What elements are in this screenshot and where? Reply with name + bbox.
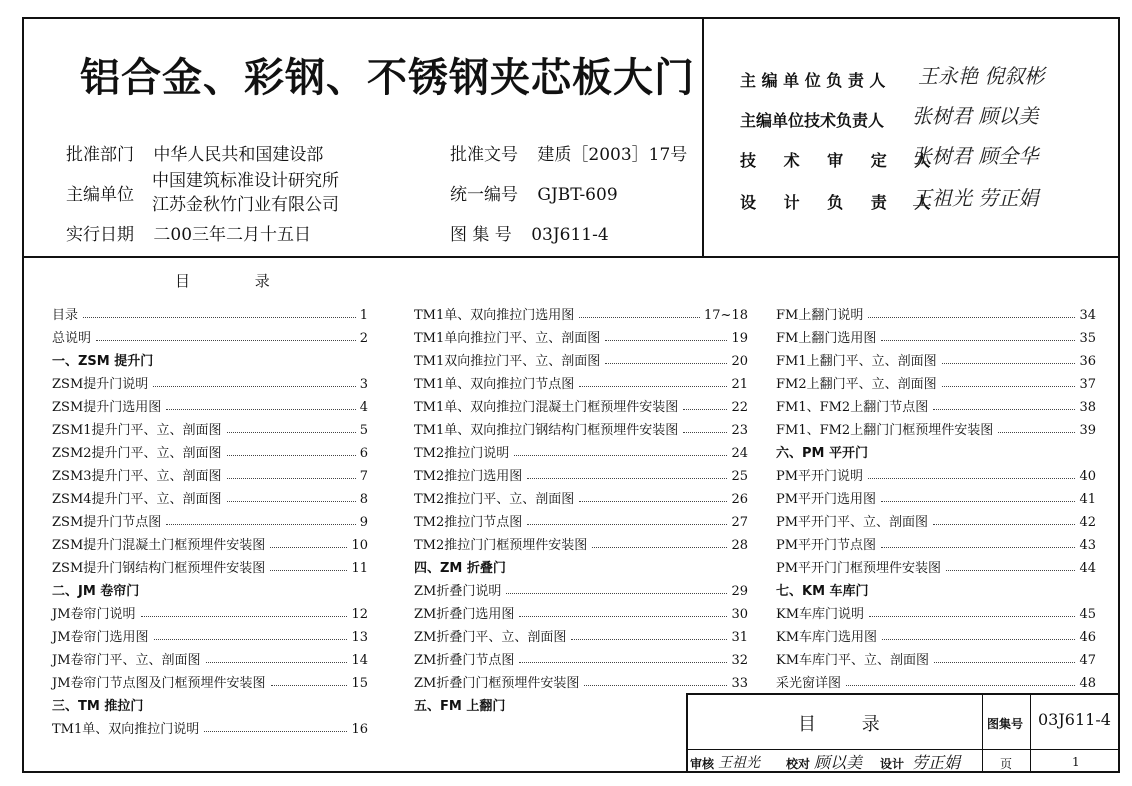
approval-no-value: 建质［2003］17号 (537, 145, 688, 165)
toc-entry (52, 438, 368, 461)
toc-leader-dots (683, 432, 727, 433)
toc-entry (414, 323, 748, 346)
approval-dept-label: 批准部门 (66, 145, 134, 165)
toc-entry-title: FM上翻门说明 (776, 308, 864, 323)
approval-no-label: 批准文号 (450, 145, 518, 165)
toc-entry (414, 300, 748, 323)
toc-entry-title: ZM折叠门平、立、剖面图 (414, 630, 567, 645)
toc-column-3 (776, 300, 1096, 691)
toc-entry (414, 622, 748, 645)
toc-entry-page: 5 (359, 423, 368, 438)
toc-entry (52, 714, 368, 737)
toc-entry (776, 553, 1096, 576)
sig-row-tech-lead (740, 108, 884, 131)
toc-entry (776, 622, 1096, 645)
header-vertical-divider (702, 17, 704, 257)
signature-tech-lead: 张树君 顾以美 (912, 104, 1039, 128)
toc-entry-title: TM1双向推拉门平、立、剖面图 (414, 354, 601, 369)
titleblock-atlas-value: 03J611-4 (1038, 710, 1111, 729)
toc-entry (414, 668, 748, 691)
header-divider (22, 256, 1120, 258)
atlas-no-value: 03J611-4 (531, 225, 609, 245)
titleblock-page-label: 页 (1000, 757, 1013, 771)
toc-entry-page: 7 (359, 469, 368, 484)
titleblock-review-label: 审核 (690, 757, 715, 771)
toc-entry (414, 576, 748, 599)
signature-design-lead: 王祖光 劳正娟 (912, 186, 1039, 210)
toc-leader-dots (998, 432, 1075, 433)
toc-leader-dots (683, 409, 727, 410)
toc-entry-page: 3 (359, 377, 368, 392)
titleblock-page-value: 1 (1072, 755, 1080, 769)
toc-entry-title: KM车库门说明 (776, 607, 865, 622)
toc-entry-title: PM平开门平、立、剖面图 (776, 515, 929, 530)
toc-entry-page: 11 (351, 561, 368, 576)
toc-entry-title: JM卷帘门说明 (52, 607, 136, 622)
toc-entry (414, 369, 748, 392)
titleblock-left (686, 693, 688, 773)
toc-entry-title: TM1单、双向推拉门节点图 (414, 377, 575, 392)
toc-leader-dots (868, 317, 1075, 318)
toc-leader-dots (227, 432, 356, 433)
impl-date (66, 220, 311, 245)
toc-leader-dots (270, 547, 347, 548)
toc-leader-dots (154, 639, 348, 640)
titleblock-div-1 (982, 693, 983, 773)
toc-column-2 (414, 300, 748, 714)
toc-entry (414, 346, 748, 369)
toc-section-heading (776, 576, 1096, 599)
toc-entry-title: TM2推拉门选用图 (414, 469, 523, 484)
toc-leader-dots (166, 524, 355, 525)
toc-leader-dots (96, 340, 356, 341)
titleblock-check-sig: 顾以美 (814, 753, 863, 772)
toc-leader-dots (514, 455, 727, 456)
toc-entry-title: FM1上翻门平、立、剖面图 (776, 354, 937, 369)
toc-entry-page: 12 (351, 607, 368, 622)
toc-entry-title: 七、KM 车库门 (776, 584, 869, 599)
toc-entry-page: 16 (351, 722, 368, 737)
toc-entry (52, 622, 368, 645)
toc-entry (414, 530, 748, 553)
toc-entry (776, 668, 1096, 691)
toc-entry (414, 438, 748, 461)
sig-label-tech-review: 技 术 审 定 人 (740, 151, 942, 170)
toc-leader-dots (579, 317, 700, 318)
toc-leader-dots (227, 501, 356, 502)
unified-no-label: 统一编号 (450, 185, 518, 205)
toc-leader-dots (579, 386, 727, 387)
toc-entry-title: JM卷帘门节点图及门框预埋件安装图 (52, 676, 266, 691)
toc-leader-dots (942, 363, 1076, 364)
toc-entry (776, 599, 1096, 622)
toc-entry (776, 645, 1096, 668)
toc-entry-title: 总说明 (52, 331, 92, 346)
titleblock-design-sig: 劳正娟 (912, 753, 961, 772)
toc-entry (52, 645, 368, 668)
toc-entry (414, 415, 748, 438)
toc-entry-title: ZM折叠门说明 (414, 584, 502, 599)
toc-entry-title: JM卷帘门选用图 (52, 630, 149, 645)
toc-entry (776, 346, 1096, 369)
unified-no-value: GJBT-609 (537, 185, 618, 205)
toc-leader-dots (933, 524, 1075, 525)
toc-entry (52, 484, 368, 507)
toc-entry-title: KM车库门选用图 (776, 630, 878, 645)
toc-entry-page: 28 (731, 538, 748, 553)
toc-entry (776, 507, 1096, 530)
titleblock-check-label: 校对 (786, 757, 811, 771)
toc-leader-dots (83, 317, 356, 318)
page-title: 铝合金、彩钢、不锈钢夹芯板大门 (80, 55, 695, 101)
toc-leader-dots (846, 685, 1075, 686)
toc-leader-dots (227, 455, 356, 456)
toc-section-heading (52, 346, 368, 369)
toc-entry-title: TM2推拉门平、立、剖面图 (414, 492, 575, 507)
atlas-no (450, 220, 609, 245)
toc-entry-title: ZSM提升门混凝土门框预埋件安装图 (52, 538, 266, 553)
toc-entry-page: 41 (1079, 492, 1096, 507)
toc-leader-dots (519, 616, 727, 617)
toc-leader-dots (519, 662, 727, 663)
toc-entry-page: 38 (1079, 400, 1096, 415)
toc-leader-dots (881, 501, 1075, 502)
toc-entry (414, 484, 748, 507)
toc-entry (52, 369, 368, 392)
approval-no (450, 140, 687, 165)
toc-entry-title: 四、ZM 折叠门 (414, 561, 506, 576)
toc-entry-page: 20 (731, 354, 748, 369)
signature-chief-unit: 王永艳 倪叙彬 (918, 64, 1045, 88)
toc-entry (414, 599, 748, 622)
toc-entry-page: 32 (731, 653, 748, 668)
toc-entry-page: 40 (1079, 469, 1096, 484)
toc-leader-dots (166, 409, 355, 410)
toc-entry-title: 六、PM 平开门 (776, 446, 868, 461)
toc-leader-dots (579, 501, 727, 502)
toc-entry-title: 二、JM 卷帘门 (52, 584, 140, 599)
toc-entry-title: ZM折叠门门框预埋件安装图 (414, 676, 580, 691)
signature-tech-review: 张树君 顾全华 (912, 144, 1039, 168)
toc-leader-dots (881, 547, 1075, 548)
toc-entry-page: 24 (731, 446, 748, 461)
toc-entry-page: 44 (1079, 561, 1096, 576)
toc-entry-title: PM平开门节点图 (776, 538, 877, 553)
toc-entry-page: 43 (1079, 538, 1096, 553)
toc-leader-dots (584, 685, 727, 686)
toc-entry-page: 8 (359, 492, 368, 507)
toc-section-heading (52, 691, 368, 714)
toc-entry-page: 9 (359, 515, 368, 530)
toc-entry-title: KM车库门平、立、剖面图 (776, 653, 930, 668)
toc-entry-title: PM平开门说明 (776, 469, 864, 484)
toc-entry-title: TM1单、双向推拉门钢结构门框预埋件安装图 (414, 423, 679, 438)
chief-unit-value-2: 江苏金秋竹门业有限公司 (152, 195, 339, 215)
toc-leader-dots (933, 409, 1075, 410)
toc-leader-dots (206, 662, 348, 663)
toc-entry (52, 553, 368, 576)
titleblock-name: 目 录 (798, 714, 900, 735)
toc-entry-title: TM2推拉门节点图 (414, 515, 523, 530)
sig-row-chief-unit (740, 68, 885, 91)
toc-leader-dots (868, 478, 1075, 479)
toc-leader-dots (605, 363, 727, 364)
toc-entry-page: 10 (351, 538, 368, 553)
toc-entry (52, 300, 368, 323)
toc-entry-page: 30 (731, 607, 748, 622)
toc-leader-dots (942, 386, 1076, 387)
toc-entry-title: TM1单、双向推拉门选用图 (414, 308, 575, 323)
toc-entry-title: 三、TM 推拉门 (52, 699, 144, 714)
toc-entry (414, 461, 748, 484)
toc-entry (776, 323, 1096, 346)
toc-entry-page: 27 (731, 515, 748, 530)
toc-leader-dots (592, 547, 727, 548)
toc-entry-page: 2 (359, 331, 368, 346)
toc-leader-dots (869, 616, 1075, 617)
toc-entry-title: PM平开门选用图 (776, 492, 877, 507)
titleblock-top (686, 693, 1120, 695)
toc-section-heading (776, 438, 1096, 461)
toc-leader-dots (934, 662, 1075, 663)
toc-entry (52, 507, 368, 530)
toc-entry-page: 29 (731, 584, 748, 599)
toc-entry-page: 31 (731, 630, 748, 645)
toc-entry-title: ZSM提升门选用图 (52, 400, 162, 415)
toc-entry-page: 48 (1079, 676, 1096, 691)
toc-entry-title: TM1单向推拉门平、立、剖面图 (414, 331, 601, 346)
toc-entry (52, 415, 368, 438)
toc-entry (776, 461, 1096, 484)
toc-entry-page: 21 (731, 377, 748, 392)
toc-entry-title: ZM折叠门节点图 (414, 653, 515, 668)
toc-entry-title: ZSM提升门说明 (52, 377, 149, 392)
toc-entry-title: 采光窗详图 (776, 676, 842, 691)
toc-entry (52, 599, 368, 622)
toc-entry-title: ZSM4提升门平、立、剖面图 (52, 492, 222, 507)
toc-entry-page: 42 (1079, 515, 1096, 530)
toc-entry-page: 47 (1079, 653, 1096, 668)
toc-leader-dots (946, 570, 1075, 571)
toc-entry (52, 323, 368, 346)
toc-entry-title: 一、ZSM 提升门 (52, 354, 154, 369)
toc-column-1 (52, 300, 368, 737)
impl-date-value: 二00三年二月十五日 (153, 225, 312, 245)
toc-entry-title: 五、FM 上翻门 (414, 699, 506, 714)
toc-entry-page: 33 (731, 676, 748, 691)
toc-entry-page: 19 (731, 331, 748, 346)
toc-leader-dots (571, 639, 727, 640)
toc-leader-dots (506, 593, 727, 594)
sig-label-tech-lead: 主编单位技术负责人 (740, 111, 885, 130)
toc-entry-page: 37 (1079, 377, 1096, 392)
toc-entry-title: JM卷帘门平、立、剖面图 (52, 653, 201, 668)
toc-leader-dots (227, 478, 356, 479)
toc-leader-dots (141, 616, 348, 617)
toc-entry-page: 45 (1079, 607, 1096, 622)
toc-entry-title: ZSM3提升门平、立、剖面图 (52, 469, 222, 484)
toc-entry-title: ZSM2提升门平、立、剖面图 (52, 446, 222, 461)
toc-entry-page: 4 (359, 400, 368, 415)
toc-entry-page: 34 (1079, 308, 1096, 323)
toc-entry-title: ZSM提升门节点图 (52, 515, 162, 530)
toc-leader-dots (271, 685, 348, 686)
toc-entry (776, 530, 1096, 553)
toc-entry-title: ZSM提升门钢结构门框预埋件安装图 (52, 561, 266, 576)
toc-leader-dots (605, 340, 727, 341)
toc-entry-title: TM1单、双向推拉门说明 (52, 722, 200, 737)
toc-entry-page: 39 (1079, 423, 1096, 438)
chief-unit-label: 主编单位 (66, 185, 134, 205)
toc-entry-page: 14 (351, 653, 368, 668)
toc-entry-title: FM2上翻门平、立、剖面图 (776, 377, 937, 392)
toc-leader-dots (270, 570, 347, 571)
approval-dept (66, 140, 323, 165)
toc-leader-dots (527, 478, 727, 479)
toc-entry (414, 507, 748, 530)
toc-entry-page: 35 (1079, 331, 1096, 346)
toc-leader-dots (882, 639, 1075, 640)
toc-entry-title: TM2推拉门说明 (414, 446, 510, 461)
chief-unit-value-1: 中国建筑标准设计研究所 (152, 171, 339, 191)
toc-entry (776, 369, 1096, 392)
toc-entry-title: TM1单、双向推拉门混凝土门框预埋件安装图 (414, 400, 679, 415)
sig-label-design-lead: 设 计 负 责 人 (740, 193, 942, 212)
toc-entry-page: 6 (359, 446, 368, 461)
toc-leader-dots (881, 340, 1075, 341)
toc-entry-title: ZSM1提升门平、立、剖面图 (52, 423, 222, 438)
toc-leader-dots (204, 731, 347, 732)
toc-entry-title: TM2推拉门门框预埋件安装图 (414, 538, 588, 553)
toc-entry-page: 17~18 (704, 308, 748, 323)
titleblock-mid (686, 749, 1120, 750)
titleblock-review-sig: 王祖光 (718, 755, 760, 771)
toc-entry-page: 26 (731, 492, 748, 507)
toc-entry-page: 36 (1079, 354, 1096, 369)
toc-entry-page: 22 (731, 400, 748, 415)
impl-date-label: 实行日期 (66, 225, 134, 245)
toc-entry (776, 415, 1096, 438)
toc-leader-dots (153, 386, 355, 387)
toc-entry-page: 15 (351, 676, 368, 691)
toc-entry-title: ZM折叠门选用图 (414, 607, 515, 622)
toc-entry-title: FM上翻门选用图 (776, 331, 877, 346)
unified-no (450, 180, 618, 205)
titleblock-atlas-label: 图集号 (987, 717, 1024, 731)
titleblock-design-label: 设计 (880, 757, 905, 771)
toc-section-heading (52, 576, 368, 599)
sig-label-chief-unit: 主 编 单 位 负 责 人 (740, 71, 886, 90)
toc-entry-page: 46 (1079, 630, 1096, 645)
toc-entry-title: FM1、FM2上翻门节点图 (776, 400, 929, 415)
toc-entry-title: FM1、FM2上翻门门框预埋件安装图 (776, 423, 994, 438)
toc-entry (776, 484, 1096, 507)
toc-entry-page: 13 (351, 630, 368, 645)
toc-entry (52, 530, 368, 553)
toc-entry-title: 目录 (52, 308, 79, 323)
toc-entry (52, 461, 368, 484)
toc-entry-page: 25 (731, 469, 748, 484)
toc-entry (52, 392, 368, 415)
titleblock-div-2 (1030, 693, 1031, 773)
toc-entry-title: PM平开门门框预埋件安装图 (776, 561, 942, 576)
toc-entry-page: 23 (731, 423, 748, 438)
toc-entry (776, 300, 1096, 323)
toc-title: 目 录 (175, 272, 300, 290)
toc-entry (776, 392, 1096, 415)
atlas-no-label: 图 集 号 (450, 225, 512, 245)
toc-leader-dots (527, 524, 727, 525)
toc-section-heading (414, 553, 748, 576)
toc-entry (52, 668, 368, 691)
toc-entry (414, 392, 748, 415)
toc-entry-page: 1 (359, 308, 368, 323)
toc-entry (414, 645, 748, 668)
approval-dept-value: 中华人民共和国建设部 (153, 145, 324, 165)
